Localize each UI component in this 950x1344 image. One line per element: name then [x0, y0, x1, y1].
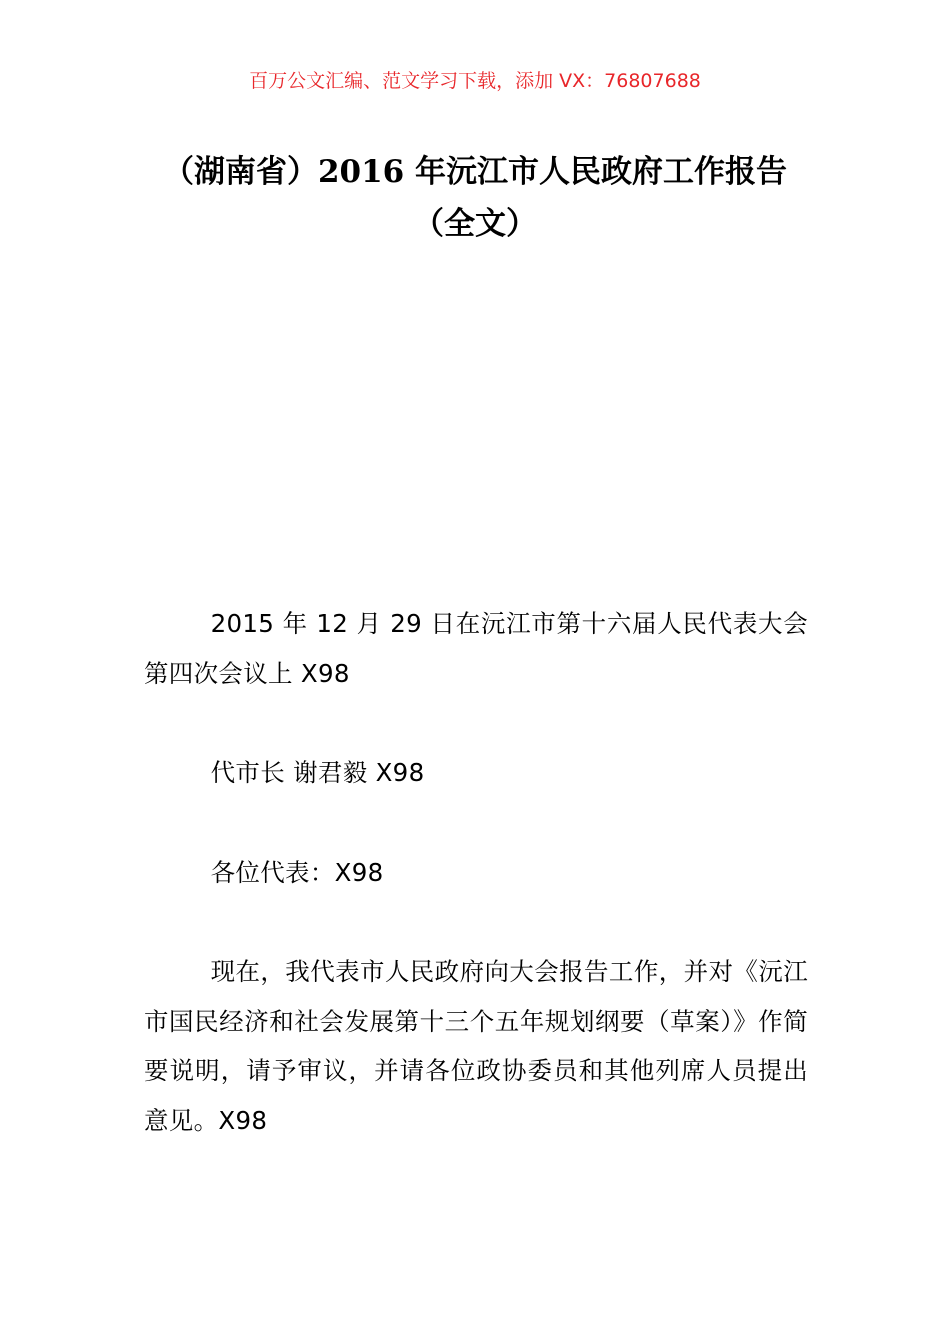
paragraph-salutation: 各位代表：X98: [210, 857, 384, 887]
paragraph-introduction: 现在，我代表市人民政府向大会报告工作，并对《沅江市国民经济和社会发展第十三个五年规划纲要（草案）》作简要说明，请予审议，并请各位政协委员和其他列席人员提出意见。X98: [144, 957, 808, 1135]
paragraph-speaker: 代市长 谢君毅 X98: [210, 758, 425, 787]
paragraph-meeting-info: 2015 年 12 月 29 日在沅江市第十六届人民代表大会第四次会议上 X98: [144, 609, 808, 688]
document-body: [144, 599, 808, 1195]
header-banner: 百万公文汇编、范文学习下载，添加 VX：76807688: [249, 70, 701, 92]
document-title: （湖南省）2016 年沅江市人民政府工作报告（全文）: [162, 154, 788, 242]
